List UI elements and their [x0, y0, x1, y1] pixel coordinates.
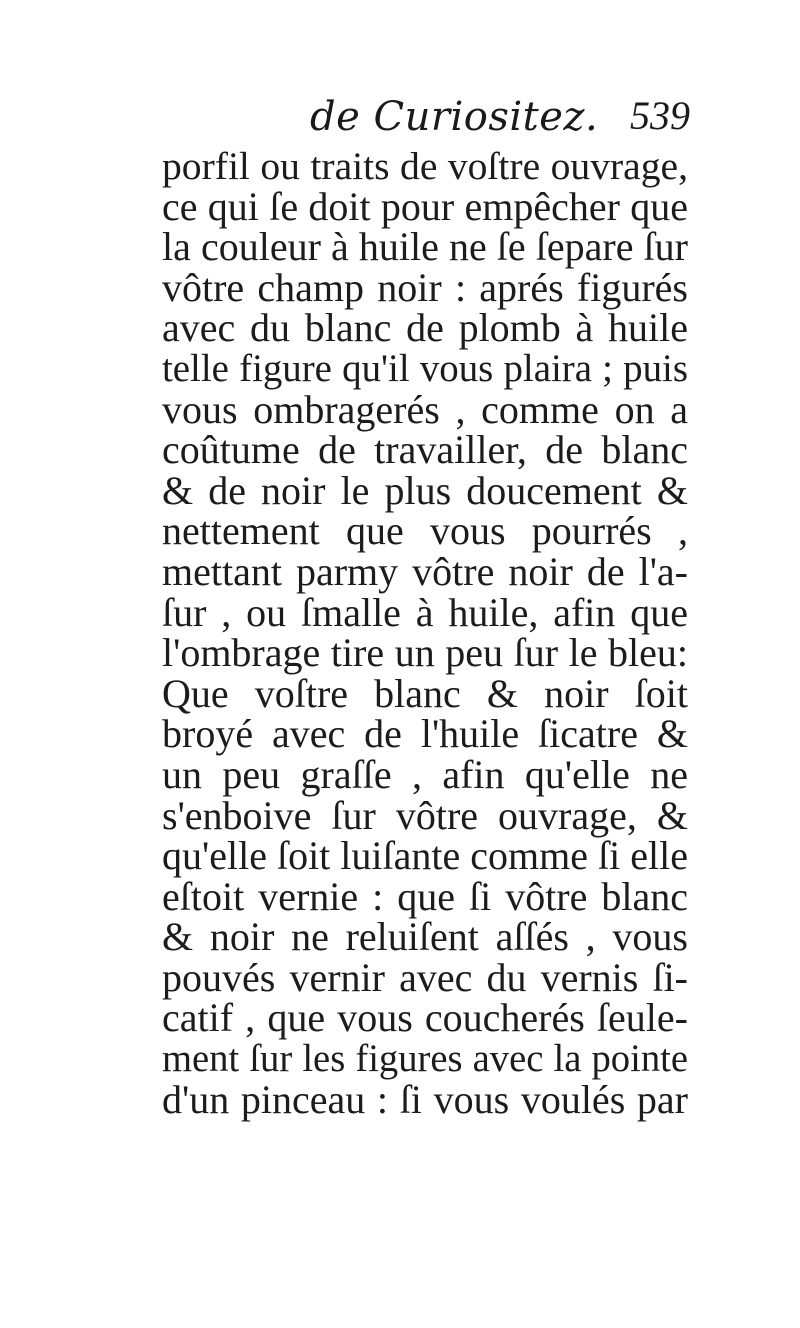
page-number: 539 [630, 93, 690, 138]
running-head: de Curiositez. [310, 94, 599, 140]
text-line: porfil ou traits de voſtre ouvrage, [162, 144, 688, 188]
text-line: catif , que vous coucherés ſeule- [162, 995, 688, 1041]
text-line: nettement que vous pourrés , [162, 508, 688, 554]
text-line: d'un pinceau : ſi vous voulés par [162, 1076, 688, 1122]
text-line: ce qui ſe doit pour empêcher que [162, 183, 688, 229]
text-line: qu'elle ſoit luiſante comme ſi elle [162, 833, 688, 879]
text-line: ſur , ou ſmalle à huile, afin que [162, 589, 688, 635]
text-line: avec du blanc de plomb à huile [162, 305, 688, 351]
text-line: coûtume de travailler, de blanc [162, 427, 688, 473]
text-line: & de noir le plus doucement & [162, 467, 688, 513]
text-line: mettant parmy vôtre noir de l'a- [162, 548, 688, 594]
text-line: pouvés vernir avec du vernis ſi- [162, 954, 688, 1000]
text-line: telle figure qu'il vous plaira ; puis [162, 346, 688, 390]
text-line: vous ombragerés , comme on a [162, 386, 688, 432]
text-line: Que voſtre blanc & noir ſoit [162, 670, 688, 716]
text-line: un peu graſſe , afin qu'elle ne [162, 751, 688, 797]
body-text [162, 146, 688, 1120]
text-line: broyé avec de l'huile ſicatre & [162, 711, 688, 757]
text-line: ment ſur les figures avec la pointe [162, 1038, 688, 1081]
text-line: eſtoit vernie : que ſi vôtre blanc [162, 873, 688, 919]
page-header [160, 88, 690, 150]
text-line: s'enboive ſur vôtre ouvrage, & [162, 792, 688, 838]
text-line: vôtre champ noir : aprés figurés [162, 264, 688, 310]
text-line: la couleur à huile ne ſe ſepare ſur [162, 224, 688, 270]
text-line: & noir ne reluiſent aſſés , vous [162, 914, 688, 960]
text-line: l'ombrage tire un peu ſur le bleu: [162, 630, 688, 676]
